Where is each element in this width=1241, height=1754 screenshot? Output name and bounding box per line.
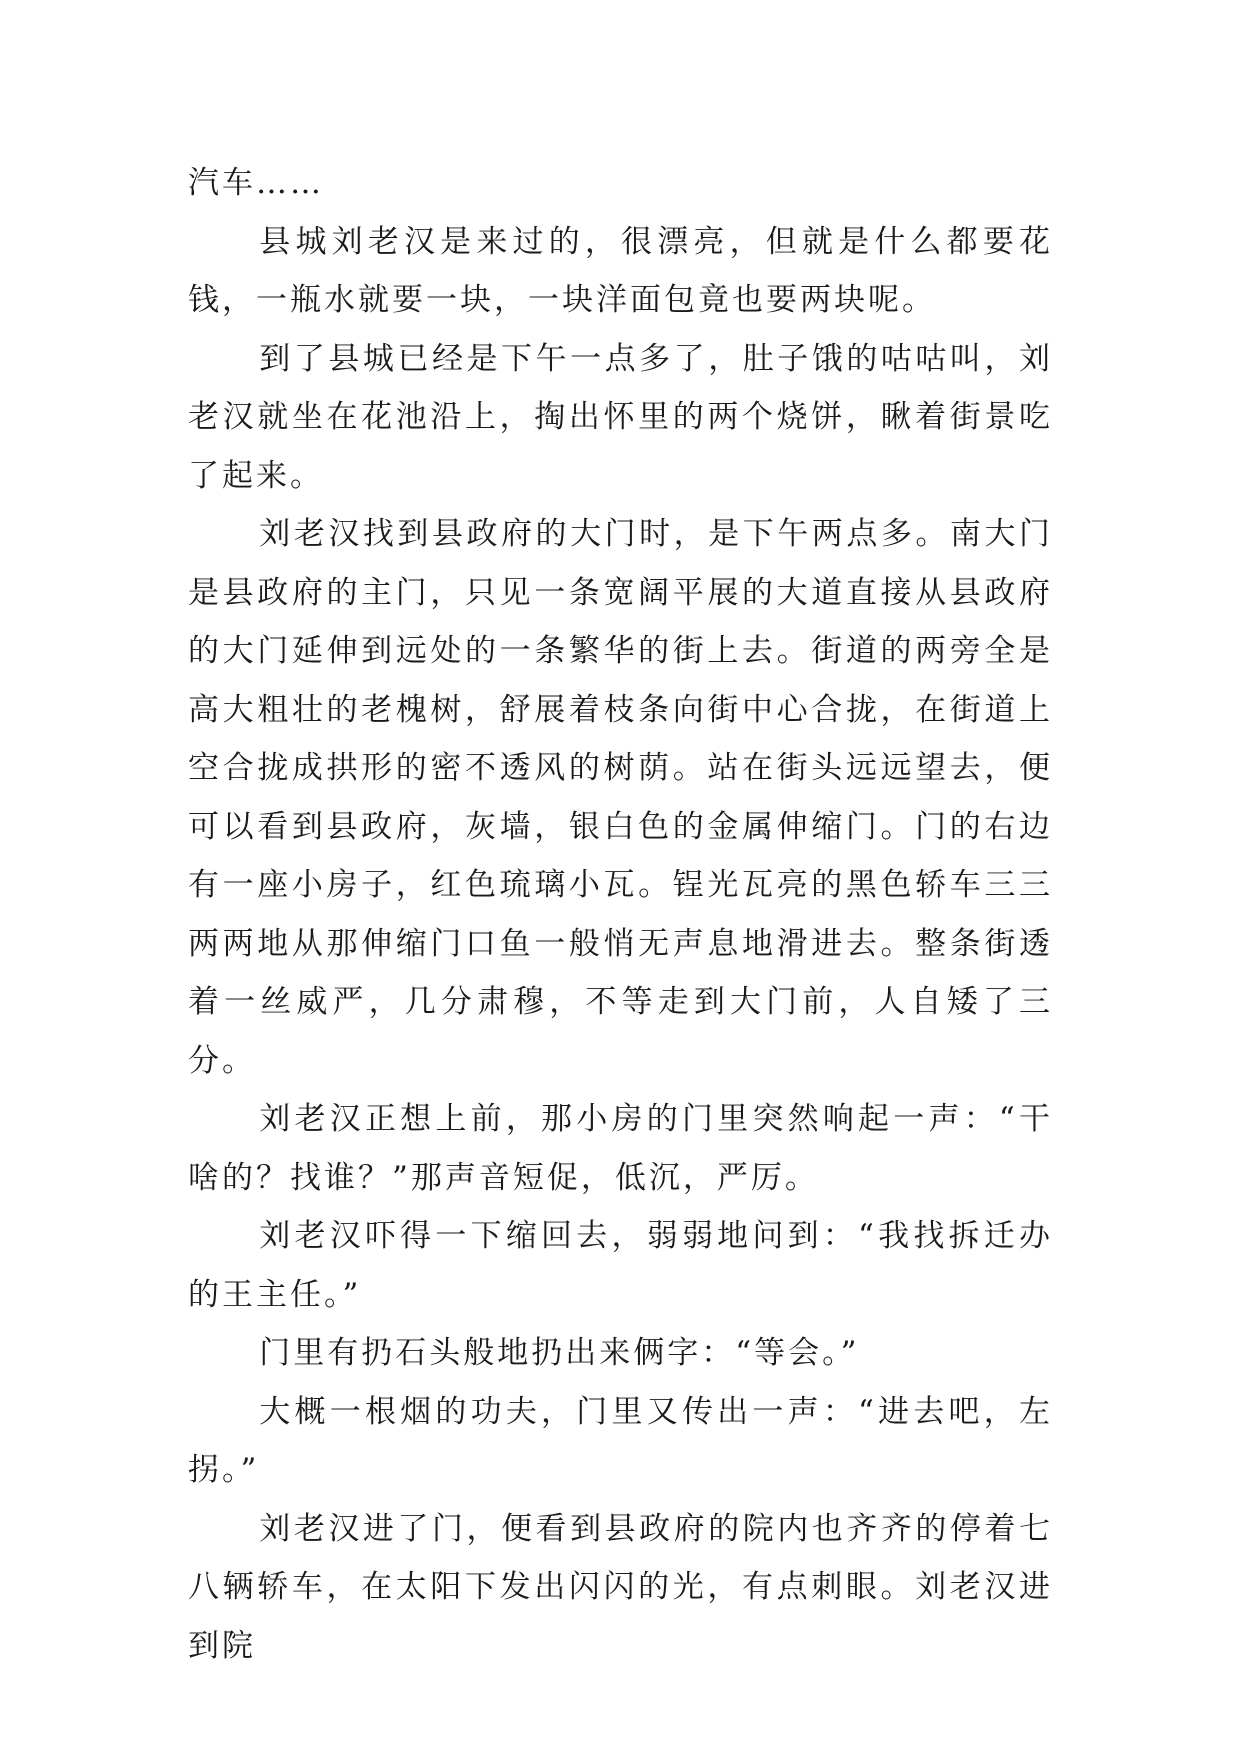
paragraph: 刘老汉进了门，便看到县政府的院内也齐齐的停着七八辆轿车，在太阳下发出闪闪的光，有点刺眼。刘老汉进到院 [188,1510,1053,1664]
paragraph: 县城刘老汉是来过的，很漂亮，但就是什么都要花钱，一瓶水就要一块，一块洋面包竟也要两块呢。 [188,223,1053,318]
paragraph: 刘老汉正想上前，那小房的门里突然响起一声：“干啥的？找谁？”那声音短促，低沉，严厉。 [188,1101,1053,1196]
paragraph: 到了县城已经是下午一点多了，肚子饿的咕咕叫，刘老汉就坐在花池沿上，掏出怀里的两个烧饼，瞅着街景吃了起来。 [188,340,1053,494]
body-text [188,154,1053,1675]
paragraph: 汽车…… [188,165,324,201]
paragraph: 刘老汉吓得一下缩回去，弱弱地问到：“我找拆迁办的王主任。” [188,1218,1053,1313]
paragraph: 刘老汉找到县政府的大门时，是下午两点多。南大门是县政府的主门，只见一条宽阔平展的大道直接从县政府的大门延伸到远处的一条繁华的街上去。街道的两旁全是高大粗壮的老槐树，舒展着枝条向街中心合拢，在街道上空合拢成拱形的密不透风的树荫。站在街头远远望去，便可以看到县政府，灰墙，银白色的金属伸缩门。门的右边有一座小房子，红色琉璃小瓦。锃光瓦亮的黑色轿车三三两两地从那伸缩门口鱼一般悄无声息地滑进去。整条街透着一丝威严，几分肃穆，不等走到大门前，人自矮了三分。 [188,516,1053,1079]
paragraph: 大概一根烟的功夫，门里又传出一声：“进去吧，左拐。” [188,1393,1053,1488]
paragraph: 门里有扔石头般地扔出来俩字：“等会。” [259,1335,860,1371]
